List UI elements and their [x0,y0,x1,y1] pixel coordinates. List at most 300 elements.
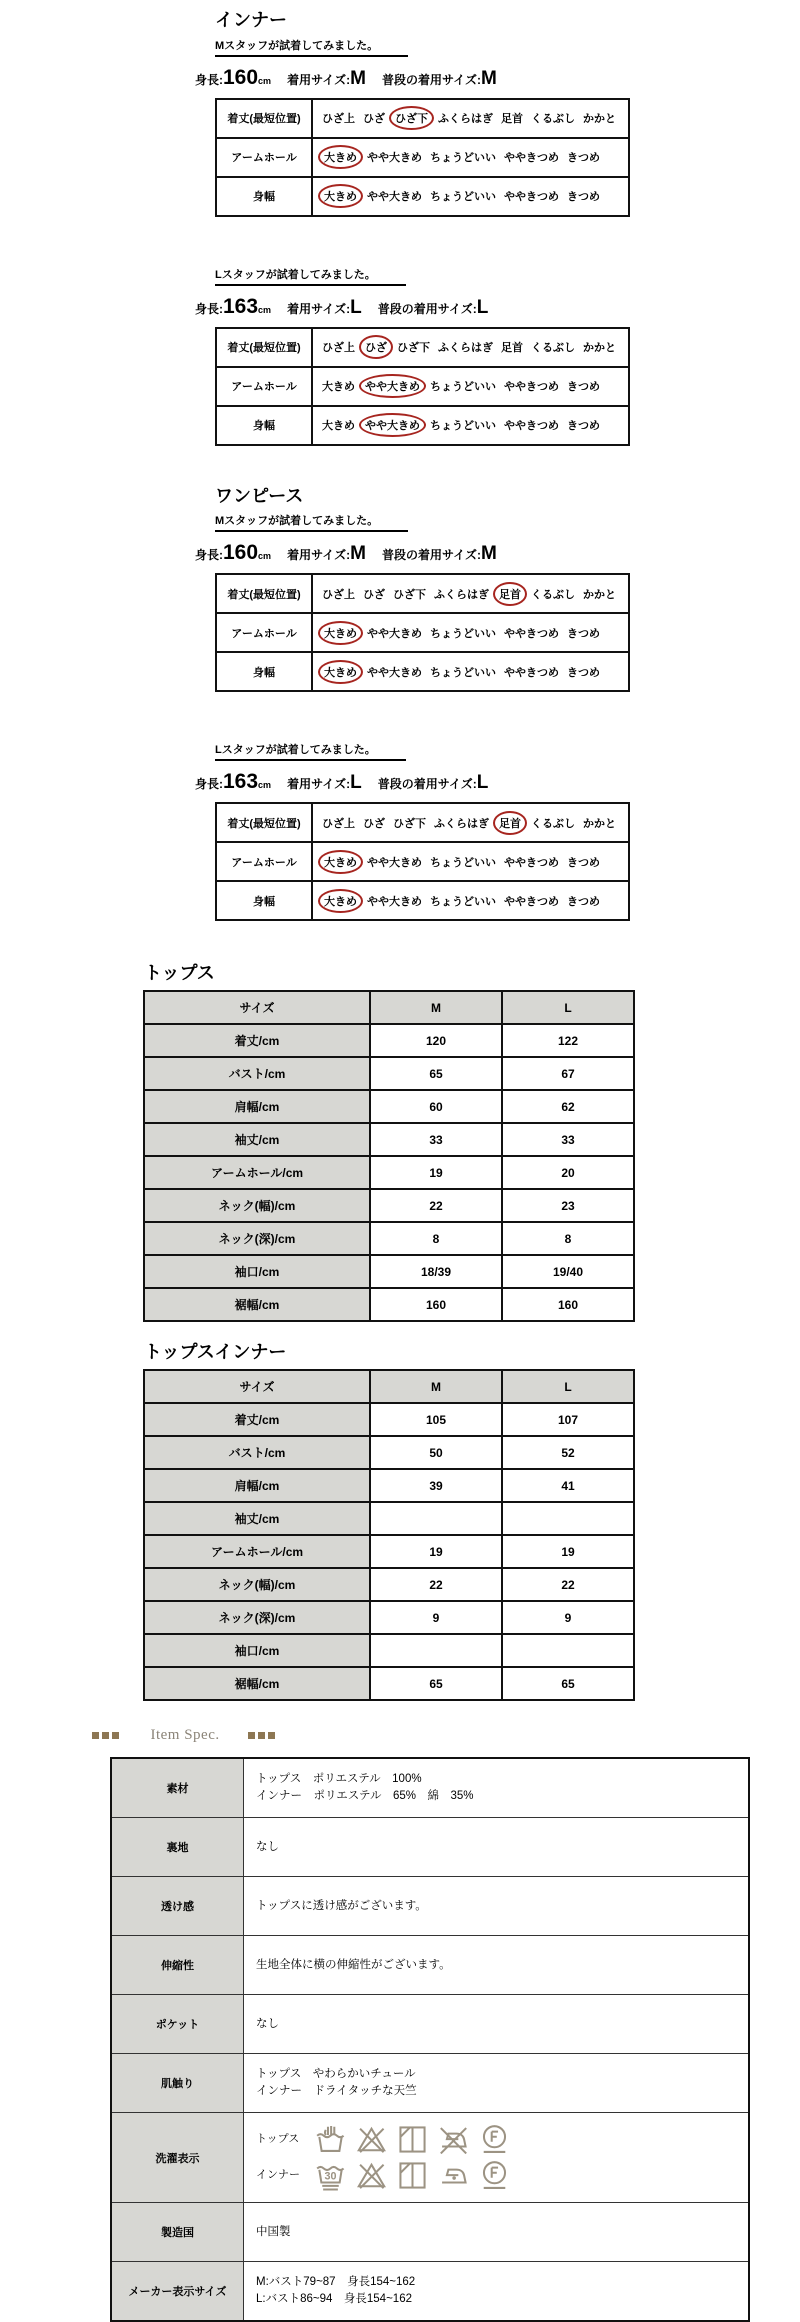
fit-row-label: 着丈(最短位置) [216,328,312,367]
option: きつめ [567,627,600,640]
spec-row-value [244,2054,750,2113]
try-on-block [195,736,800,921]
option: ひざ [363,113,385,126]
option: ちょうどいい [430,191,496,204]
height-unit: cm [258,551,272,562]
size-table-title: トップスインナー [144,1342,287,1363]
height-label: 身長: [195,548,223,563]
spec-row [111,2113,749,2203]
size-row-label: アームホール/cm [144,1535,370,1568]
fit-row [216,328,629,367]
wear-size-value: M [350,67,366,89]
height-unit: cm [258,780,272,791]
selected-option: 大きめ [318,889,363,913]
option: やや大きめ [367,666,422,679]
height-label: 身長: [195,301,223,316]
spec-row-label: 伸縮性 [111,1936,244,1995]
section-title: ワンピース [215,485,304,506]
option: ややきつめ [504,191,559,204]
option: ちょうどいい [430,895,496,908]
dry-in-shade-icon [396,2159,429,2192]
option: やや大きめ [367,627,422,640]
size-value-cell: 107 [502,1403,634,1436]
decor-squares-left-icon [92,1727,122,1744]
spec-row [111,1758,749,1818]
size-row-label: 袖丈/cm [144,1123,370,1156]
option: きつめ [567,152,600,165]
height-label: 身長: [195,777,223,792]
selected-option: やや大きめ [359,374,426,398]
size-row [144,1502,634,1535]
size-row [144,1634,634,1667]
size-value-cell: 160 [502,1288,634,1321]
usual-size-label: 普段の着用サイズ: [381,72,481,87]
decor-squares-right-icon [248,1727,278,1744]
size-value-cell: 19 [370,1156,502,1189]
spec-line: L:バスト86~94 身長154~162 [256,2293,412,2306]
size-value-cell [502,1502,634,1535]
height-value: 163 [223,294,259,318]
size-value-cell: 20 [502,1156,634,1189]
size-value-cell: 18/39 [370,1255,502,1288]
spec-row [111,1877,749,1936]
size-value-cell: 9 [502,1601,634,1634]
size-row-label: 肩幅/cm [144,1469,370,1502]
size-value-cell: 160 [370,1288,502,1321]
size-tables [0,959,800,1701]
size-row [144,1601,634,1634]
fit-table [215,802,630,921]
size-value-cell: 41 [502,1469,634,1502]
spec-line: インナー ドライタッチな天竺 [256,2085,417,2098]
spec-row-label: 製造国 [111,2203,244,2262]
size-table-section [143,959,800,1322]
size-value-cell: 122 [502,1024,634,1057]
do-not-bleach-icon [355,2123,388,2156]
option: ちょうどいい [430,420,496,433]
option: ややきつめ [504,420,559,433]
size-table [143,990,635,1322]
fit-row-options [312,842,629,881]
option: ひざ下 [393,817,426,830]
fit-section [195,10,800,446]
size-header-row [144,991,634,1024]
option: ひざ上 [322,113,355,126]
usual-size-value: M [480,543,497,565]
size-row [144,1090,634,1123]
fit-row-label: アームホール [216,613,312,652]
try-on-block [195,261,800,446]
size-table-title: トップス [144,963,215,984]
size-value-cell: 22 [502,1568,634,1601]
size-value-cell [502,1634,634,1667]
size-value-cell: 19/40 [502,1255,634,1288]
height-unit: cm [258,75,272,86]
spec-row-value [244,2113,750,2203]
svg-text:30: 30 [324,2170,337,2183]
size-table [143,1369,635,1701]
selected-option: やや大きめ [359,413,426,437]
option: ひざ下 [393,588,426,601]
size-value-cell: 52 [502,1436,634,1469]
spec-line: なし [256,1840,279,1853]
size-value-cell: 8 [502,1222,634,1255]
option: くるぶし [531,342,575,355]
option: ちょうどいい [430,627,496,640]
size-value-cell: 19 [502,1535,634,1568]
spec-row [111,2203,749,2262]
fit-row-label: アームホール [216,138,312,177]
wash-30-icon [314,2159,347,2192]
size-row [144,1255,634,1288]
measurements-line [195,541,800,565]
size-value-cell: 33 [502,1123,634,1156]
fit-table [215,327,630,446]
size-value-cell: 50 [370,1436,502,1469]
spec-line: M:バスト79~87 身長154~162 [256,2275,416,2288]
size-row [144,1535,634,1568]
option: やや大きめ [367,191,422,204]
spec-row-label: 裏地 [111,1818,244,1877]
size-value-cell: 120 [370,1024,502,1057]
option: ひざ上 [322,588,355,601]
selected-option: 大きめ [318,850,363,874]
option: ふくらはぎ [434,588,489,601]
option: かかと [583,588,616,601]
size-value-cell: 39 [370,1469,502,1502]
size-value-cell: 60 [370,1090,502,1123]
option: やや大きめ [367,856,422,869]
option: くるぶし [531,113,575,126]
fit-row [216,138,629,177]
fit-sections [195,0,800,921]
fit-row-label: 身幅 [216,177,312,216]
option: かかと [583,342,616,355]
fit-row [216,574,629,613]
option: きつめ [567,666,600,679]
fit-row-options [312,138,629,177]
fit-row [216,367,629,406]
wear-size-label: 着用サイズ: [287,548,351,563]
spec-line: トップス やわらかいチュール [256,2067,416,2080]
fit-table [215,573,630,692]
option: ふくらはぎ [438,113,493,126]
fit-row-options [312,803,629,842]
fit-row-options [312,99,629,138]
do-not-bleach-icon [355,2159,388,2192]
do-not-iron-icon [437,2123,470,2156]
spec-line: なし [256,2017,279,2030]
option: ふくらはぎ [438,342,493,355]
size-value-cell: 19 [370,1535,502,1568]
option: ややきつめ [504,856,559,869]
fit-row-label: 身幅 [216,406,312,445]
size-value-cell: 62 [502,1090,634,1123]
size-header-cell: L [502,1370,634,1403]
fit-row [216,881,629,920]
item-spec-title: Item Spec. [150,1727,220,1744]
size-value-cell: 22 [370,1189,502,1222]
item-spec-rows [111,1758,749,2321]
option: きつめ [567,895,600,908]
spec-row-label: 洗濯表示 [111,2113,244,2203]
height-value: 160 [223,541,259,565]
usual-size-value: M [480,67,497,89]
height-label: 身長: [195,72,223,87]
option: 大きめ [322,381,355,394]
fit-row-options [312,881,629,920]
item-spec-header [92,1727,800,1745]
care-target-label: トップス [256,2133,300,2146]
care-target-label: インナー [256,2169,300,2182]
usual-size-value: L [476,296,489,318]
spec-row [111,1818,749,1877]
care-symbols-row [256,2159,736,2192]
fit-row [216,406,629,445]
size-row [144,1123,634,1156]
size-value-cell: 65 [370,1057,502,1090]
size-row-label: ネック(幅)/cm [144,1568,370,1601]
option: きつめ [567,856,600,869]
size-header-cell: M [370,1370,502,1403]
selected-option: 大きめ [318,660,363,684]
dry-in-shade-icon [396,2123,429,2156]
size-header-row [144,1370,634,1403]
fit-row-options [312,574,629,613]
size-row [144,1189,634,1222]
option: ややきつめ [504,666,559,679]
spec-row-value [244,2203,750,2262]
staff-note: Lスタッフが試着してみました。 [215,741,406,761]
size-header-cell: L [502,991,634,1024]
option: ひざ下 [397,342,430,355]
selected-option: 大きめ [318,184,363,208]
spec-row-label: 透け感 [111,1877,244,1936]
fit-row [216,99,629,138]
option: ややきつめ [504,381,559,394]
size-row-label: ネック(深)/cm [144,1601,370,1634]
option: きつめ [567,191,600,204]
spec-row-label: メーカー表示サイズ [111,2262,244,2322]
size-row-label: バスト/cm [144,1436,370,1469]
option: きつめ [567,381,600,394]
selected-option: 大きめ [318,621,363,645]
option: くるぶし [531,588,575,601]
size-value-cell: 22 [370,1568,502,1601]
selected-option: 大きめ [318,145,363,169]
size-row [144,1288,634,1321]
spec-row-label: ポケット [111,1995,244,2054]
option: やや大きめ [367,152,422,165]
staff-note-row [215,507,800,532]
spec-row-value [244,1936,750,1995]
wear-size-label: 着用サイズ: [287,301,351,316]
measurements-line [195,295,800,319]
size-row [144,1057,634,1090]
fit-row-options [312,367,629,406]
fit-row-label: アームホール [216,367,312,406]
spec-line: トップスに透け感がございます。 [256,1899,427,1912]
size-value-cell: 33 [370,1123,502,1156]
size-header-cell: サイズ [144,1370,370,1403]
fit-row [216,803,629,842]
try-on-block [195,32,800,217]
fit-row-options [312,177,629,216]
option: ひざ上 [322,817,355,830]
selected-option: 足首 [493,811,527,835]
fit-row-label: 身幅 [216,881,312,920]
usual-size-value: L [476,772,489,794]
fit-row [216,842,629,881]
size-row-label: 裾幅/cm [144,1288,370,1321]
spec-row [111,2054,749,2113]
usual-size-label: 普段の着用サイズ: [377,777,477,792]
size-header-cell: M [370,991,502,1024]
option: くるぶし [531,817,575,830]
size-value-cell: 9 [370,1601,502,1634]
size-value-cell [370,1634,502,1667]
option: ちょうどいい [430,152,496,165]
height-unit: cm [258,304,272,315]
size-row-label: ネック(幅)/cm [144,1189,370,1222]
wear-size-value: L [350,772,362,794]
size-row [144,1436,634,1469]
spec-line: 中国製 [256,2225,291,2238]
size-row [144,1403,634,1436]
fit-row-label: 着丈(最短位置) [216,803,312,842]
option: ややきつめ [504,895,559,908]
spec-line: トップス ポリエステル 100% [256,1772,422,1785]
fit-section [195,485,800,922]
spec-row-label: 肌触り [111,2054,244,2113]
size-row [144,1024,634,1057]
option: ややきつめ [504,152,559,165]
measurements-line [195,770,800,794]
spec-row-value [244,1877,750,1936]
selected-option: 足首 [493,582,527,606]
size-table-section [143,1338,800,1701]
staff-note: Mスタッフが試着してみました。 [215,512,408,532]
staff-note-row [215,736,800,761]
height-value: 163 [223,770,259,794]
option: ちょうどいい [430,666,496,679]
option: 足首 [501,342,523,355]
height-value: 160 [223,65,259,89]
size-value-cell: 8 [370,1222,502,1255]
selected-option: ひざ下 [389,106,434,130]
option: ひざ [363,817,385,830]
option: 足首 [501,113,523,126]
size-value-cell: 65 [370,1667,502,1700]
spec-row-value [244,1995,750,2054]
spec-row-label: 素材 [111,1758,244,1818]
fit-row-options [312,406,629,445]
size-value-cell: 65 [502,1667,634,1700]
option: ちょうどいい [430,381,496,394]
care-symbols-row [256,2123,736,2156]
wear-size-value: M [350,543,366,565]
spec-line: 生地全体に横の伸縮性がございます。 [256,1958,451,1971]
dry-clean-f-icon [478,2159,511,2192]
option: ひざ上 [322,342,355,355]
size-row-label: 着丈/cm [144,1403,370,1436]
option: きつめ [567,420,600,433]
size-row-label: ネック(深)/cm [144,1222,370,1255]
fit-row [216,652,629,691]
option: ややきつめ [504,627,559,640]
wear-size-label: 着用サイズ: [287,777,351,792]
usual-size-label: 普段の着用サイズ: [381,548,481,563]
staff-note-row [215,32,800,57]
fit-row-label: 着丈(最短位置) [216,574,312,613]
iron-low-heat-icon [437,2159,470,2192]
size-value-cell: 105 [370,1403,502,1436]
spec-row-value [244,2262,750,2322]
option: かかと [583,113,616,126]
size-row-label: バスト/cm [144,1057,370,1090]
wear-size-value: L [350,296,362,318]
size-row-label: アームホール/cm [144,1156,370,1189]
size-header-cell: サイズ [144,991,370,1024]
option: 大きめ [322,420,355,433]
spec-row [111,2262,749,2322]
size-row-label: 裾幅/cm [144,1667,370,1700]
fit-table [215,98,630,217]
size-row-label: 袖丈/cm [144,1502,370,1535]
fit-row-label: 着丈(最短位置) [216,99,312,138]
size-row-label: 袖口/cm [144,1255,370,1288]
size-row-label: 袖口/cm [144,1634,370,1667]
spec-row-value [244,1818,750,1877]
try-on-block [195,507,800,692]
option: ふくらはぎ [434,817,489,830]
usual-size-label: 普段の着用サイズ: [377,301,477,316]
size-value-cell [370,1502,502,1535]
measurements-line [195,66,800,90]
size-row [144,1667,634,1700]
staff-note: Lスタッフが試着してみました。 [215,266,406,286]
fit-row [216,177,629,216]
fit-row-label: 身幅 [216,652,312,691]
spec-line: インナー ポリエステル 65% 綿 35% [256,1790,474,1803]
staff-note-row [215,261,800,286]
hand-wash-icon [314,2123,347,2156]
size-row-label: 肩幅/cm [144,1090,370,1123]
size-row [144,1156,634,1189]
fit-row-options [312,328,629,367]
fit-row-options [312,652,629,691]
fit-row-label: アームホール [216,842,312,881]
size-row-label: 着丈/cm [144,1024,370,1057]
fit-row-options [312,613,629,652]
size-row [144,1469,634,1502]
size-row [144,1568,634,1601]
option: ひざ [363,588,385,601]
spec-row-value [244,1758,750,1818]
fit-row [216,613,629,652]
wear-size-label: 着用サイズ: [287,72,351,87]
spec-row [111,1936,749,1995]
size-row [144,1222,634,1255]
dry-clean-f-icon [478,2123,511,2156]
spec-row [111,1995,749,2054]
option: かかと [583,817,616,830]
staff-note: Mスタッフが試着してみました。 [215,37,408,57]
size-value-cell: 67 [502,1057,634,1090]
selected-option: ひざ [359,335,393,359]
option: ちょうどいい [430,856,496,869]
option: やや大きめ [367,895,422,908]
